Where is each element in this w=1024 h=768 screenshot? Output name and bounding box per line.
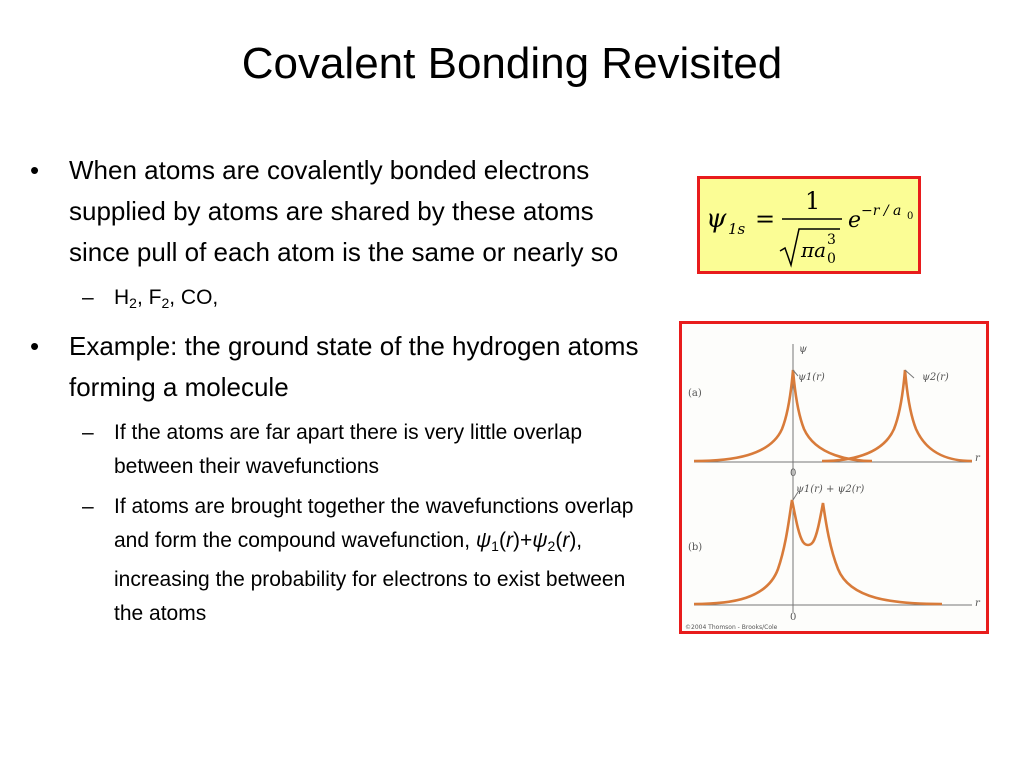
panel-b-zero-tick: 0	[790, 612, 797, 623]
psi-subscript-2: 2	[547, 538, 556, 554]
sub-bullet-examples	[30, 281, 650, 320]
slide-title: Covalent Bonding Revisited	[241, 39, 783, 88]
open-paren: (	[498, 529, 506, 552]
sub-bullet-marker: –	[82, 421, 94, 444]
bullet-marker: •	[30, 155, 40, 185]
bullet-covalent	[30, 150, 650, 273]
r-variable: r	[562, 529, 570, 552]
r-variable: r	[505, 529, 513, 552]
psi-symbol: ψ	[532, 529, 548, 552]
wavefunction-formula	[700, 179, 918, 271]
molecule-h: H	[114, 286, 130, 309]
formula-exponent: −r / a	[861, 203, 902, 219]
formula-numerator: 1	[805, 187, 821, 215]
sub-bullet-text-post: increasing the probability for electrons to exist between the atoms	[114, 568, 626, 625]
bullet-text: Example: the ground state of the hydrogen atoms forming a molecule	[69, 331, 639, 402]
sub-bullet-marker: –	[82, 495, 94, 518]
molecule-f-subscript: 2	[161, 295, 170, 311]
molecule-h-subscript: 2	[129, 295, 137, 311]
close-comma: ),	[569, 529, 583, 552]
wavefunction-figure	[679, 321, 989, 634]
psi-symbol: ψ	[475, 529, 492, 552]
axis-psi-label: ψ	[799, 344, 807, 355]
psi-subscript-1: 1	[491, 538, 499, 554]
formula-psi: ψ	[706, 204, 727, 234]
psi1-label: ψ1(r)	[798, 372, 825, 383]
formula-e: e	[848, 208, 862, 233]
molecule-f: , F	[136, 286, 162, 309]
sub-bullet-far-apart	[30, 416, 650, 484]
panel-a-label: (a)	[688, 388, 702, 399]
sub-bullet-text: If the atoms are far apart there is very little overlap between their wavefunctions	[114, 421, 583, 478]
figure-credit: ©2004 Thomson - Brooks/Cole	[685, 624, 778, 631]
molecule-co: , CO,	[169, 286, 219, 309]
bullet-text: When atoms are covalently bonded electrons supplied by atoms are shared by these atoms since pull of each atom is the same or nearly so	[69, 155, 619, 267]
psi2-label: ψ2(r)	[922, 372, 949, 383]
wavefunction-formula-box	[697, 176, 921, 274]
formula-equals: =	[755, 205, 776, 233]
sum-label: ψ1(r) + ψ2(r)	[796, 484, 865, 495]
psi1-curve	[694, 370, 872, 461]
panel-a-r-label: r	[975, 453, 980, 464]
bullet-example	[30, 326, 650, 408]
close-plus: )+	[512, 529, 533, 552]
psi2-curve	[822, 370, 972, 461]
formula-pi-a: πa	[801, 238, 827, 262]
open-paren: (	[555, 529, 563, 552]
panel-b-label: (b)	[688, 542, 703, 553]
formula-radical-subscript: 0	[827, 251, 836, 267]
bullet-marker: •	[30, 331, 40, 361]
sub-bullet-marker: –	[82, 286, 94, 309]
formula-lhs-subscript: 1s	[728, 220, 746, 238]
formula-radical-exponent: 3	[827, 232, 836, 248]
wavefunction-plot	[682, 324, 986, 631]
panel-a-zero-tick: 0	[790, 468, 797, 479]
slide-content	[30, 150, 650, 637]
compound-curve	[694, 500, 942, 604]
sub-bullet-brought-together	[30, 490, 650, 631]
panel-b-r-label: r	[975, 598, 980, 609]
formula-exponent-subscript: 0	[907, 211, 914, 222]
sub-bullet-text-pre: If atoms are brought together the wavefunctions overlap and form the compound wavefunction,	[114, 495, 634, 552]
